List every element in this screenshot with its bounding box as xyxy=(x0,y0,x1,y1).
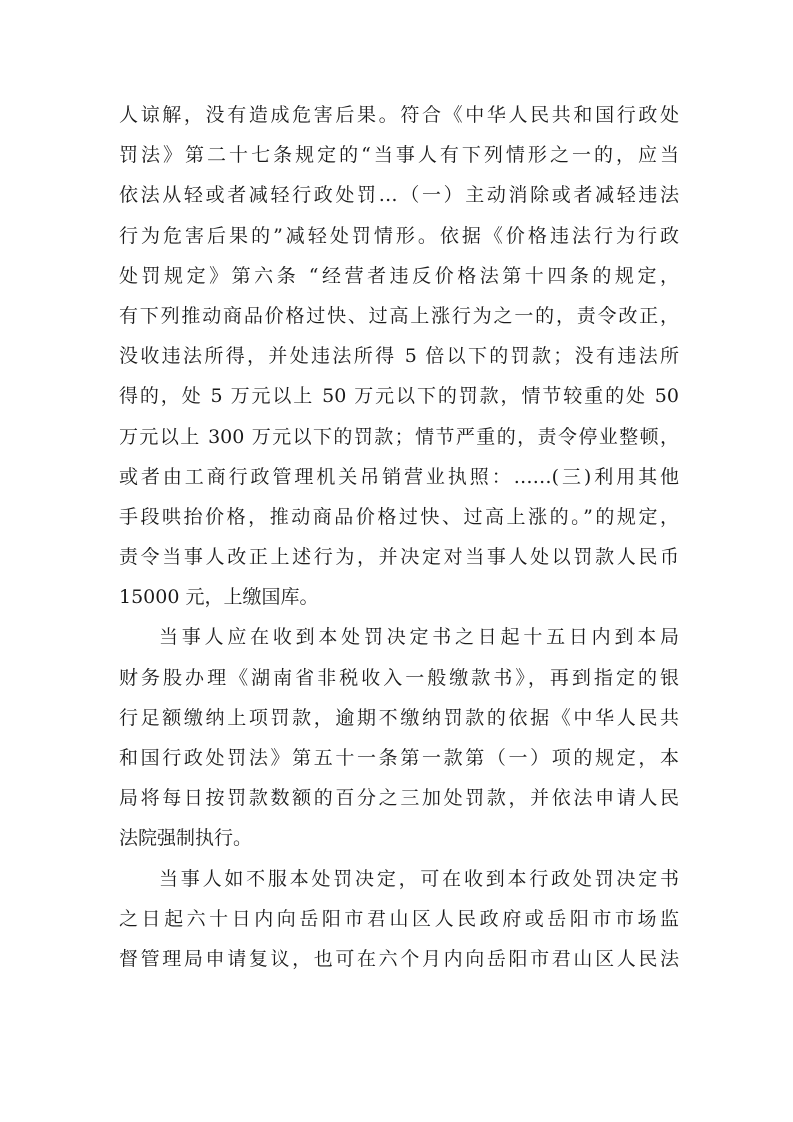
text-line: 人谅解，没有造成危害后果。符合《中华人民共和国行政处 xyxy=(119,104,679,126)
text-line: 处罚规定》第六条 “经营者违反价格法第十四条的规定， xyxy=(119,264,679,287)
document-body xyxy=(119,95,679,979)
text-line: 局将每日按罚款数额的百分之三加处罚款，并依法申请人民 xyxy=(119,787,679,810)
text-line: 财务股办理《湖南省非税收入一般缴款书》，再到指定的银 xyxy=(119,666,679,689)
text-line: 罚法》第二十七条规定的“当事人有下列情形之一的，应当 xyxy=(119,144,679,167)
text-line: 责令当事人改正上述行为，并决定对当事人处以罚款人民币 xyxy=(119,546,679,569)
text-line: 行足额缴纳上项罚款，逾期不缴纳罚款的依据《中华人民共 xyxy=(119,706,679,729)
text-line: 15000 元，上缴国库。 xyxy=(119,586,319,609)
text-line: 或者由工商行政管理机关吊销营业执照：……(三)利用其他 xyxy=(119,465,679,488)
text-line: 督管理局申请复议，也可在六个月内向岳阳市君山区人民法 xyxy=(119,947,679,970)
paragraph-start-line: 当事人应在收到本处罚决定书之日起十五日内到本局 xyxy=(159,626,679,649)
text-line: 万元以上 300 万元以下的罚款；情节严重的，责令停业整顿， xyxy=(119,425,679,448)
text-line: 依法从轻或者减轻行政处罚…（一）主动消除或者减轻违法 xyxy=(119,184,679,207)
text-line: 行为危害后果的”减轻处罚情形。依据《价格违法行为行政 xyxy=(119,224,679,247)
text-line: 没收违法所得，并处违法所得 5 倍以下的罚款；没有违法所 xyxy=(119,345,679,368)
text-line: 之日起六十日内向岳阳市君山区人民政府或岳阳市市场监 xyxy=(119,907,679,930)
text-line: 有下列推动商品价格过快、过高上涨行为之一的，责令改正， xyxy=(119,304,679,327)
text-line: 手段哄抬价格，推动商品价格过快、过高上涨的。”的规定， xyxy=(119,505,679,528)
paragraph-start-line: 当事人如不服本处罚决定，可在收到本行政处罚决定书 xyxy=(159,867,679,890)
text-line: 和国行政处罚法》第五十一条第一款第（一）项的规定，本 xyxy=(119,747,679,769)
text-line: 法院强制执行。 xyxy=(119,827,253,850)
text-line: 得的，处 5 万元以上 50 万元以下的罚款，情节较重的处 50 xyxy=(119,385,679,408)
